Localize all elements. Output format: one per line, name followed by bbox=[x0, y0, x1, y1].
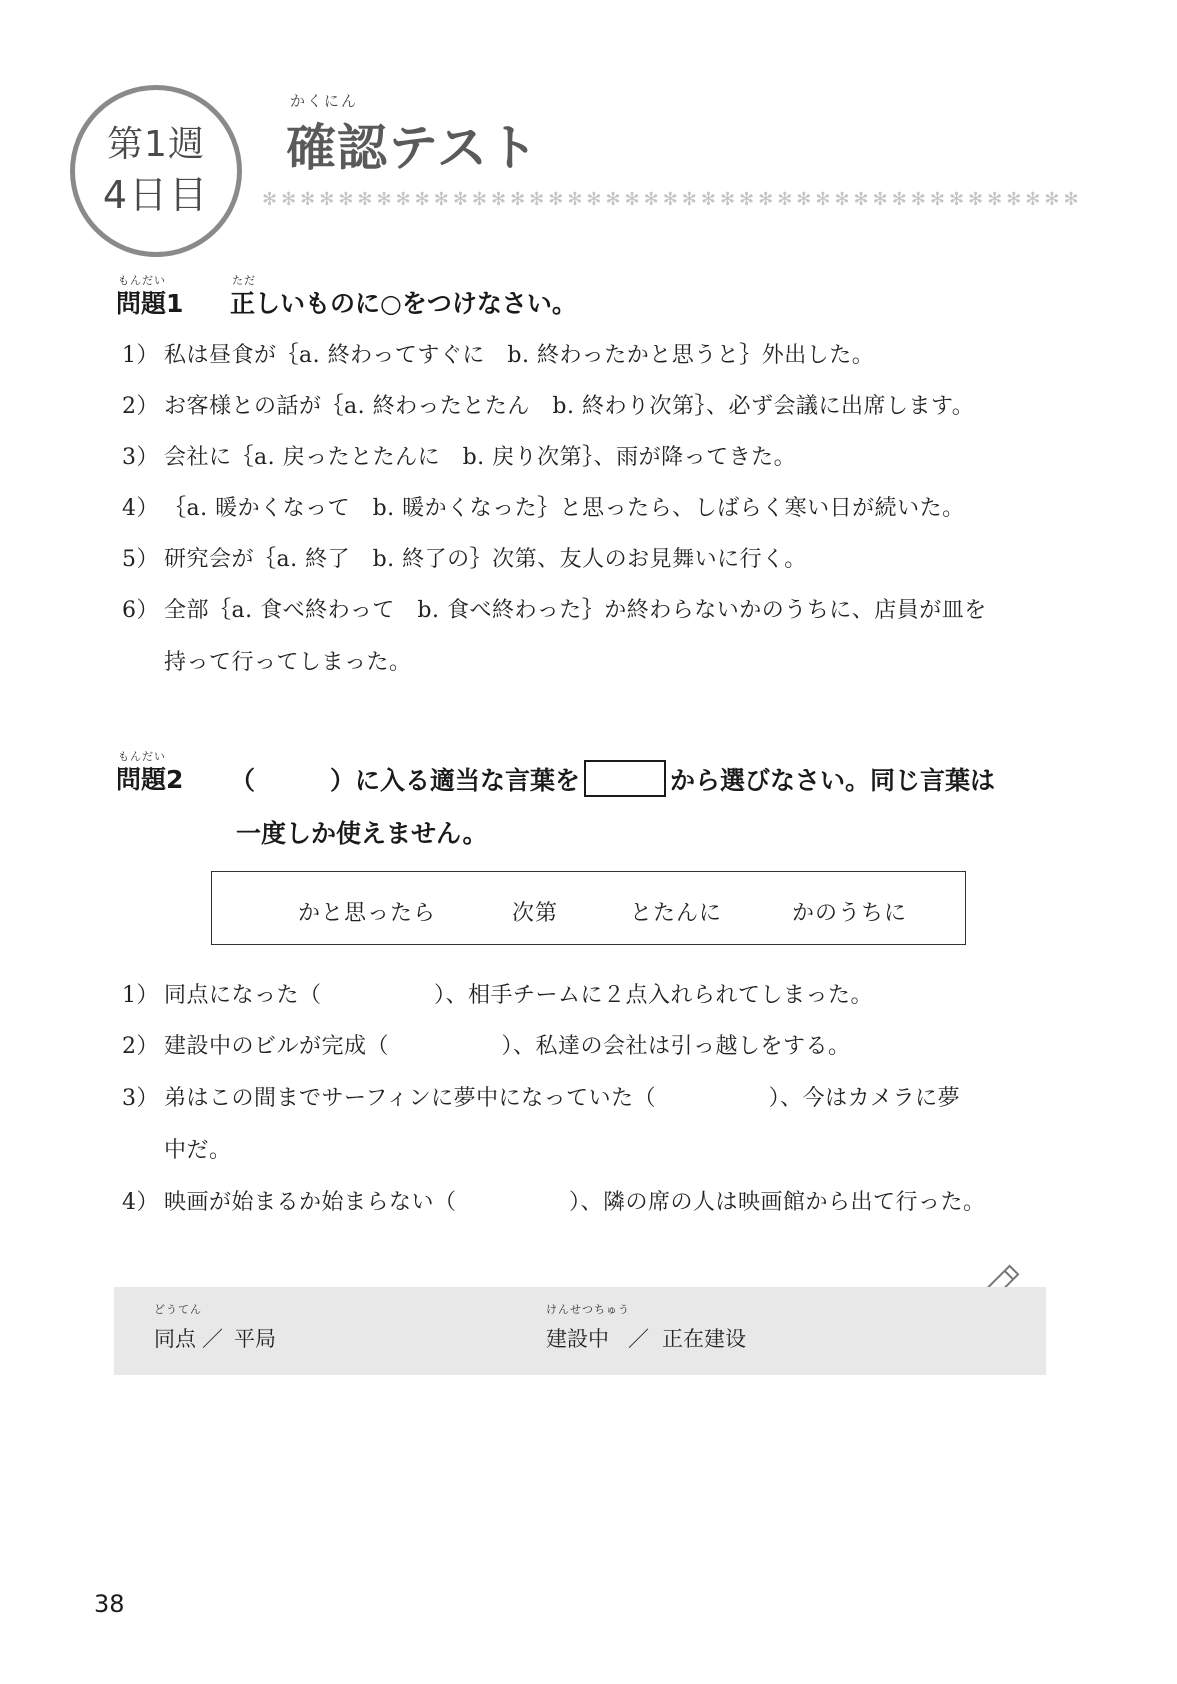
problem1-label: 問題1 bbox=[116, 289, 184, 318]
note-term1: 同点 bbox=[154, 1327, 196, 1351]
item-text: 私は昼食が｛a. 終わってすぐに b. 終わったかと思うと｝外出した。 bbox=[164, 343, 875, 368]
word-choice: 次第 bbox=[512, 901, 559, 926]
item-text: 弟はこの間までサーフィンに夢中になっていた（ ）、今はカメラに夢 bbox=[164, 1086, 961, 1111]
page-title: 確認テスト bbox=[286, 119, 539, 177]
item-number: 2） bbox=[122, 394, 159, 419]
problem1-item bbox=[122, 542, 807, 573]
item-number: 1） bbox=[122, 343, 159, 368]
problem2-item bbox=[122, 1029, 851, 1060]
vocabulary-note bbox=[114, 1287, 1046, 1375]
problem1-instruction: 正しいものに○をつけなさい。 bbox=[230, 289, 577, 318]
note-term1-ruby: どうてん bbox=[154, 1303, 202, 1316]
title-ruby: かくにん bbox=[290, 92, 359, 110]
item-number: 4） bbox=[122, 496, 159, 521]
problem2-instruction bbox=[230, 760, 995, 797]
problem1-item bbox=[122, 593, 987, 624]
item-number: 5） bbox=[122, 547, 159, 572]
problem2-label: 問題2 bbox=[116, 765, 184, 794]
item-number: 3） bbox=[122, 445, 159, 470]
word-choice: かのうちに bbox=[792, 901, 908, 926]
note-separator: ／ bbox=[202, 1327, 223, 1351]
item-text: 映画が始まるか始まらない（ ）、隣の席の人は映画館から出て行った。 bbox=[164, 1190, 986, 1215]
problem1-label-ruby: もんだい bbox=[118, 274, 166, 287]
item-text: ｛a. 暖かくなって b. 暖かくなった｝と思ったら、しばらく寒い日が続いた。 bbox=[164, 496, 965, 521]
problem1-item bbox=[122, 389, 974, 420]
decorative-asterisk-rule: ✻✻✻✻✻✻✻✻✻✻✻✻✻✻✻✻✻✻✻✻✻✻✻✻✻✻✻✻✻✻✻✻✻✻✻✻✻✻✻✻✻✻✻ bbox=[262, 189, 1083, 210]
badge-week: 第1週 bbox=[107, 124, 205, 165]
problem2-item bbox=[122, 1081, 960, 1112]
note-meaning2: 正在建设 bbox=[662, 1327, 746, 1351]
problem2-item bbox=[122, 978, 873, 1009]
problem2-label-ruby: もんだい bbox=[118, 750, 166, 763]
problem2-instruction-part-a: （ ）に入る適当な言葉を bbox=[230, 765, 581, 795]
item-text: 会社に｛a. 戻ったとたんに b. 戻り次第｝、雨が降ってきた。 bbox=[164, 445, 797, 470]
week-day-badge bbox=[70, 85, 242, 257]
item-text: 研究会が｛a. 終了 b. 終了の｝次第、友人のお見舞いに行く。 bbox=[164, 547, 807, 572]
item-number: 1） bbox=[122, 983, 159, 1008]
problem1-item bbox=[122, 338, 874, 369]
page-number: 38 bbox=[94, 1590, 125, 1618]
item-text: 全部｛a. 食べ終わって b. 食べ終わった｝か終わらないかのうちに、店員が皿を bbox=[164, 598, 987, 623]
item-number: 6） bbox=[122, 598, 159, 623]
item-number: 2） bbox=[122, 1034, 159, 1059]
problem2-item bbox=[122, 1185, 986, 1216]
note-meaning1: 平局 bbox=[234, 1327, 276, 1351]
note-term2: 建設中 bbox=[546, 1327, 609, 1351]
choice-box-reference bbox=[584, 760, 666, 797]
item-text: 同点になった（ ）、相手チームに２点入れられてしまった。 bbox=[164, 983, 874, 1008]
problem1-item bbox=[122, 491, 965, 522]
problem1-instruction-ruby: ただ bbox=[232, 274, 256, 287]
badge-day: 4日目 bbox=[102, 173, 210, 217]
item-text: お客様との話が｛a. 終わったとたん b. 終わり次第｝、必ず会議に出席します。 bbox=[164, 394, 975, 419]
item-number: 4） bbox=[122, 1190, 159, 1215]
problem2-instruction-part-b: から選びなさい。同じ言葉は bbox=[670, 765, 996, 795]
note-term2-ruby: けんせつちゅう bbox=[546, 1303, 630, 1316]
item-number: 3） bbox=[122, 1086, 159, 1111]
problem2-instruction-part-c: 一度しか使えません。 bbox=[236, 819, 488, 848]
note-separator: ／ bbox=[628, 1327, 649, 1351]
item-text: 建設中のビルが完成（ ）、私達の会社は引っ越しをする。 bbox=[164, 1034, 851, 1059]
problem1-item-continuation: 持って行ってしまった。 bbox=[164, 650, 412, 675]
problem2-item-continuation: 中だ。 bbox=[164, 1138, 232, 1163]
word-choice: とたんに bbox=[630, 901, 723, 926]
word-choices-box bbox=[211, 871, 966, 945]
problem1-item bbox=[122, 440, 796, 471]
word-choice: かと思ったら bbox=[298, 901, 437, 926]
